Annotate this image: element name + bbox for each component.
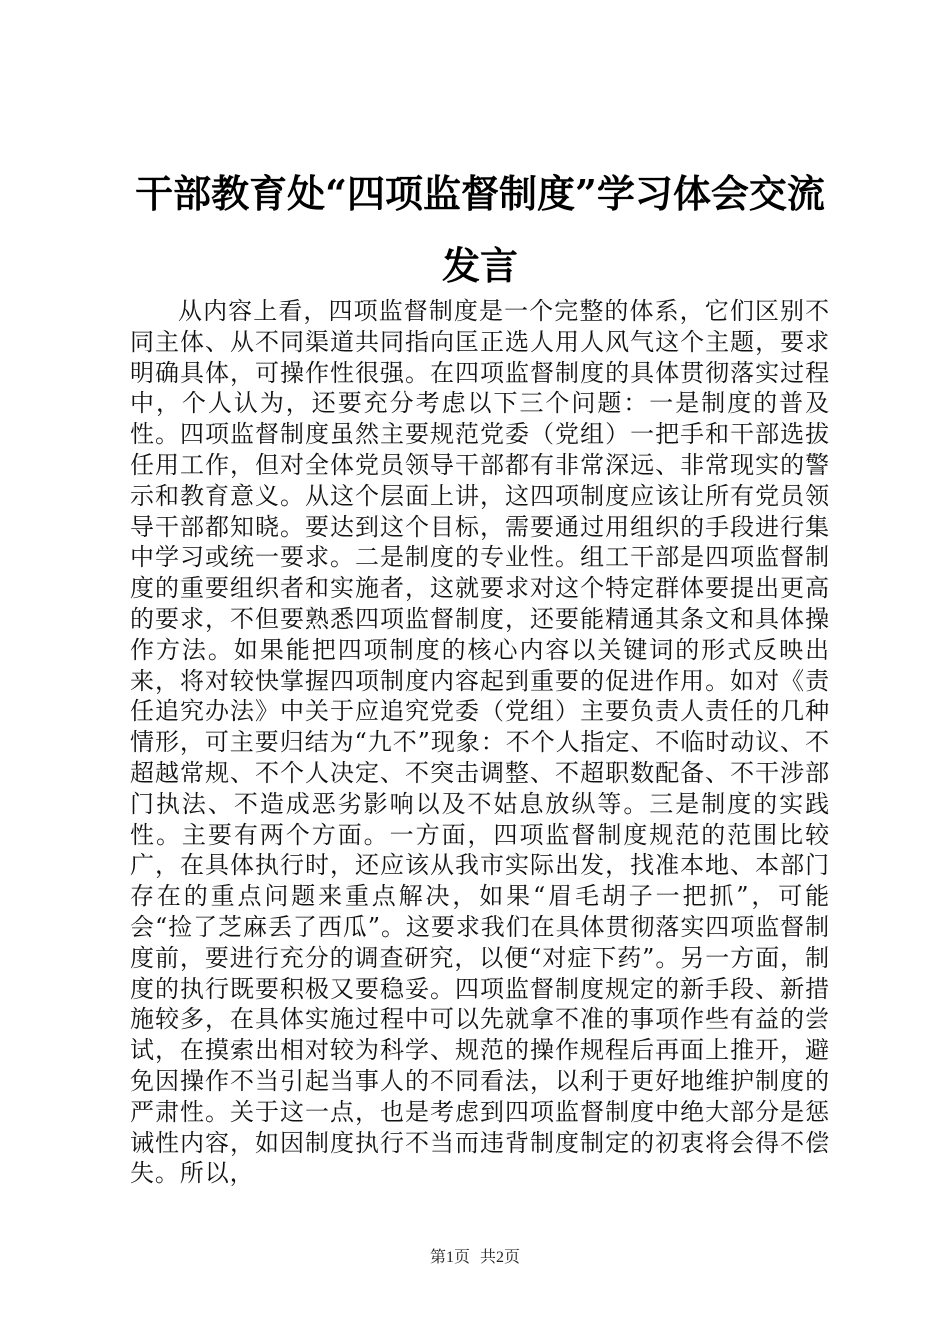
page-total: 共2页 bbox=[480, 1249, 521, 1266]
document-title: 干部教育处“四项监督制度”学习体会交流发言 bbox=[135, 171, 825, 288]
page-number: 第1页 bbox=[429, 1249, 470, 1266]
body-paragraph: 从内容上看，四项监督制度是一个完整的体系，它们区别不同主体、从不同渠道共同指向匡正选人用人风气这个主题，要求明确具体，可操作性很强。在四项监督制度的具体贯彻落实过程中，个人认为，还要充分考虑以下三个问题：一是制度的普及性。四项监督制度虽然主要规范党委（党组）一把手和干部选拔任用工作，但对全体党员领导干部都有非常深远、非常现实的警示和教育意义。从这个层面上讲，这四项制度应该让所有党员领导干部都知晓。要达到这个目标，需要通过用组织的手段进行集中学习或统一要求。二是制度的专业性。组工干部是四项监督制度的重要组织者和实施者，这就要求对这个特定群体要提出更高的要求，不但要熟悉四项监督制度，还要能精通其条文和具体操作方法。如果能把四项制度的核心内容以关键词的形式反映出来，将对较快掌握四项制度内容起到重要的促进作用。如对《责任追究办法》中关于应追究党委（党组）主要负责人责任的几种情形，可主要归结为“九不”现象：不个人指定、不临时动议、不超越常规、不个人决定、不突击调整、不超职数配备、不干涉部门执法、不造成恶劣影响以及不姑息放纵等。三是制度的实践性。主要有两个方面。一方面，四项监督制度规范的范围比较广，在具体执行时，还应该从我市实际出发，找准本地、本部门存在的重点问题来重点解决，如果“眉毛胡子一把抓”，可能会“捡了芝麻丢了西瓜”。这要求我们在具体贯彻落实四项监督制度前，要进行充分的调查研究，以便“对症下药”。另一方面，制度的执行既要积极又要稳妥。四项监督制度规定的新手段、新措施较多，在具体实施过程中可以先就拿不准的事项作些有益的尝试，在摸索出相对较为科学、规范的操作规程后再面上推开，避免因操作不当引起当事人的不同看法，以利于更好地维护制度的严肃性。关于这一点，也是考虑到四项监督制度中绝大部分是惩诫性内容，如因制度执行不当而违背制度制定的初衷将会得不偿失。所以， bbox=[130, 297, 830, 1188]
page-footer bbox=[0, 1244, 950, 1267]
